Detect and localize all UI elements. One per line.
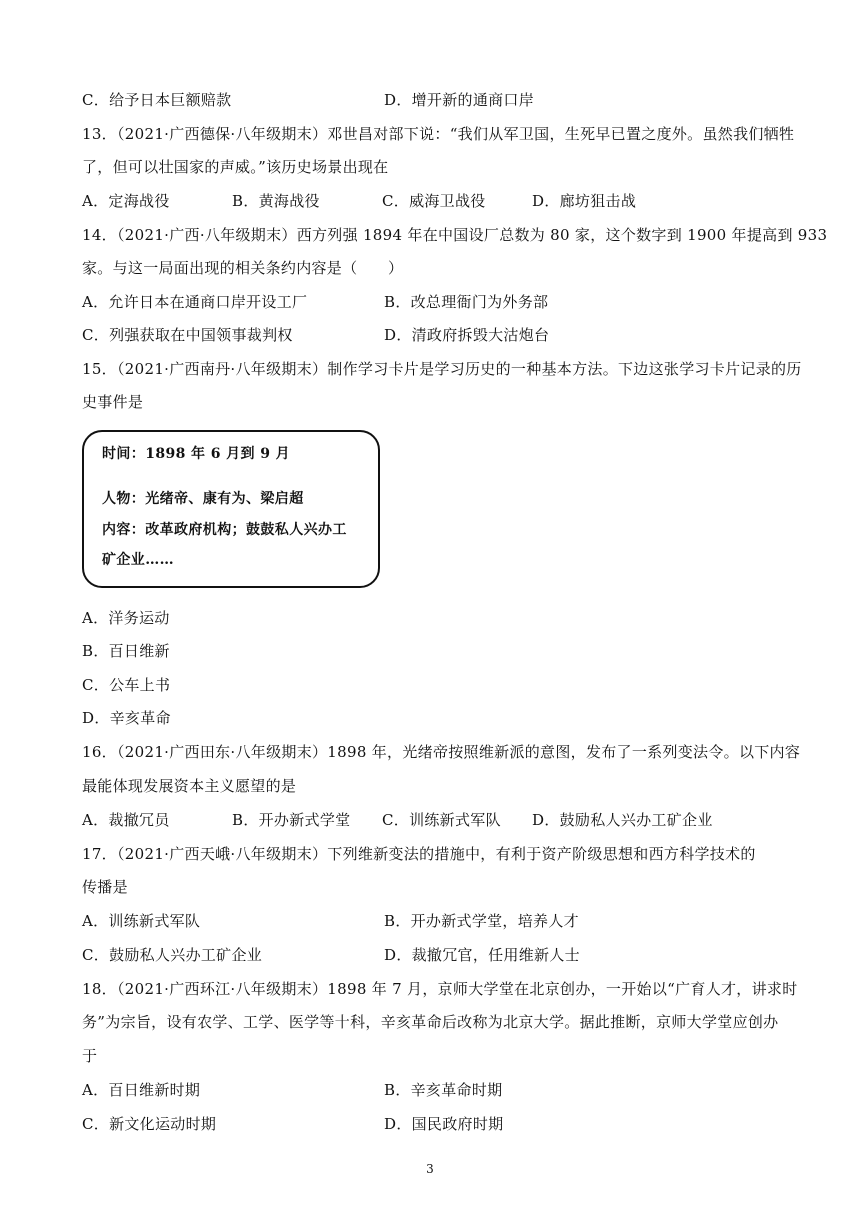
q18-option-b: B．辛亥革命时期 [384,1081,503,1099]
q13-option-d: D．廊坊狙击战 [532,192,637,210]
card-content-line2: 矿企业…… [102,552,174,568]
q14-option-b: B．改总理衙门为外务部 [384,293,549,311]
q15-option-c: C．公车上书 [82,676,171,694]
q15-option-d: D．辛亥革命 [82,709,171,727]
q15-stem-line1: 15．（2021·广西南丹·八年级期末）制作学习卡片是学习历史的一种基本方法。下边这张学习卡片记录的历 [82,360,802,378]
q13-option-c: C．威海卫战役 [382,192,486,210]
q12-option-d: D．增开新的通商口岸 [384,91,535,109]
q16-option-c: C．训练新式军队 [382,811,501,829]
q13-option-a: A．定海战役 [82,192,170,210]
q17-option-a: A．训练新式军队 [82,912,201,930]
q17-stem-line2: 传播是 [82,878,128,896]
q17-option-b: B．开办新式学堂，培养人才 [384,912,579,930]
q17-stem-line1: 17．（2021·广西天峨·八年级期末）下列维新变法的措施中，有利于资产阶级思想和西方科学技术的 [82,845,756,863]
q14-option-a: A．允许日本在通商口岸开设工厂 [82,293,308,311]
q16-option-a: A．裁撤冗员 [82,811,170,829]
q18-option-c: C．新文化运动时期 [82,1115,217,1133]
q18-stem-line1: 18．（2021·广西环江·八年级期末）1898 年 7 月，京师大学堂在北京创办，一开始以“广育人才，讲求时 [82,980,798,998]
q16-stem-line2: 最能体现发展资本主义愿望的是 [82,777,297,795]
q16-stem-line1: 16．（2021·广西田东·八年级期末）1898 年，光绪帝按照维新派的意图，发布了一系列变法令。以下内容 [82,743,801,761]
q18-stem-line3: 于 [82,1047,98,1065]
card-content-line1: 内容：改革政府机构；鼓鼓私人兴办工 [102,522,347,538]
q15-option-a: A．洋务运动 [82,609,170,627]
q16-option-b: B．开办新式学堂 [232,811,351,829]
study-card [82,430,380,588]
q16-option-d: D．鼓励私人兴办工矿企业 [532,811,713,829]
q14-stem-line1: 14．（2021·广西·八年级期末）西方列强 1894 年在中国设厂总数为 80 家，这个数字到 1900 年提高到 933 [82,226,828,244]
q13-stem-line2: 了，但可以壮国家的声威。”该历史场景出现在 [82,158,389,176]
q14-option-d: D．清政府拆毁大沽炮台 [384,326,550,344]
q17-option-c: C．鼓励私人兴办工矿企业 [82,946,263,964]
q12-option-c: C．给予日本巨额赔款 [82,91,232,109]
q15-option-b: B．百日维新 [82,642,170,660]
card-time: 时间：1898 年 6 月到 9 月 [102,446,291,462]
q18-option-a: A．百日维新时期 [82,1081,201,1099]
q18-stem-line2: 务”为宗旨，设有农学、工学、医学等十科，辛亥革命后改称为北京大学。据此推断，京师大学堂应创办 [82,1013,779,1031]
q14-stem-line2: 家。与这一局面出现的相关条约内容是（ ） [82,259,404,277]
page-number: 3 [426,1162,434,1176]
q14-option-c: C．列强获取在中国领事裁判权 [82,326,293,344]
q18-option-d: D．国民政府时期 [384,1115,504,1133]
q13-stem-line1: 13．（2021·广西德保·八年级期末）邓世昌对部下说：“我们从军卫国，生死早已置之度外。虽然我们牺牲 [82,125,795,143]
q13-option-b: B．黄海战役 [232,192,320,210]
q15-stem-line2: 史事件是 [82,393,144,411]
card-people: 人物：光绪帝、康有为、梁启超 [102,491,304,507]
q17-option-d: D．裁撤冗官，任用维新人士 [384,946,580,964]
